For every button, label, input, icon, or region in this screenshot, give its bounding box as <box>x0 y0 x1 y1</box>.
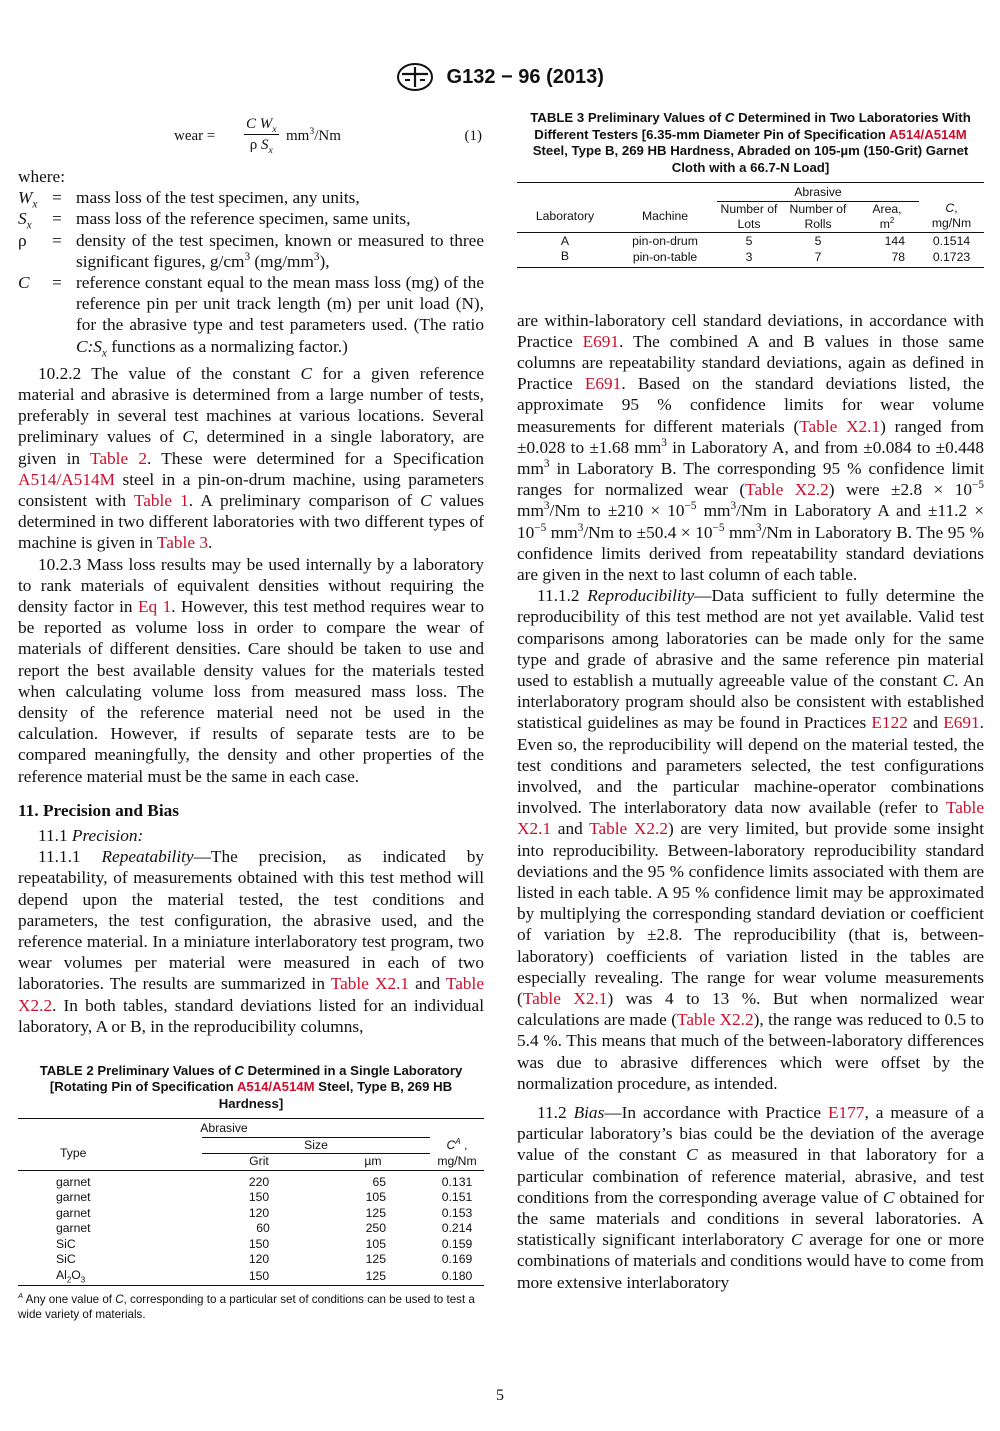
table-2-footnote: $^A$ Any one value of C, corresponding to a particular set of conditions can be used to test a wide variety of materials. <box>18 1291 475 1322</box>
page-number: 5 <box>496 1387 504 1404</box>
paragraph-11-1-2: 11.1.2 Reproducibility—Data sufficient to fully determine the reproducibility of this test method are not yet available. Valid test comparisons among laboratories can be made only for the same type and grade of abrasive and the same reference pin material used to establish a mutually agreeable value of the constant C. An interlaboratory program should also be consistent with established statistical guidelines as may be found in Practices E122 and E691. Even so, the reproducibility will depend on the material tested, the test conditions and parameters selected, the test configurations involved, and the particular machine-operator combinations involved. The interlaboratory data now available (refer to Table X2.1 and Table X2.2) are very limited, but provide some insight into reproducibility. Between-laboratory reproducibility standard deviations and the 95 % confidence limits associated with them are listed in each table. A 95 % confidence limit may be approximated by multiplying the corresponding standard deviation or coefficient of variation by ±2.8. The reproducibility (that is, between-laboratory) coefficients of variation listed in the tables are especially revealing. The range for wear volume measurements (Table X2.1) was 4 to 13 %. But when normalized wear calculations are made (Table X2.2), the range was reduced to 0.5 to 5.4 %. This means that much of the between-laboratory differences was due to abrasive differences which were offset by the normalization procedure, as intended. <box>517 586 984 1093</box>
col-abrasive: Abrasive <box>200 1121 248 1136</box>
link-table-2[interactable]: Table 2 <box>90 448 148 468</box>
paragraph-10-2-2: 10.2.2 The value of the constant C for a given reference material and abrasive is determined from a large number of tests, preferably in several test machines at various locations. Several preliminary values of C, determined in a single laboratory, are given in Table 2. These were determined for a Specification A514/A514M steel in a pin-on-drum machine, using parameters consistent with Table 1. A preliminary comparison of C values determined in two different laboratories with two different types of machine is given in Table 3. <box>18 363 484 553</box>
section-11-heading: 11. Precision and Bias <box>18 800 179 820</box>
document-code: G132 − 96 (2013) <box>446 65 604 88</box>
col-abrasive-t3: Abrasive <box>794 185 842 199</box>
link-eq-1[interactable]: Eq 1 <box>137 597 172 617</box>
col-rolls: Number of Rolls <box>781 201 855 232</box>
link-table-x2-1-c[interactable]: Table X2.1 <box>517 798 984 839</box>
col-um: µm <box>316 1154 430 1171</box>
col-size: Size <box>202 1137 430 1154</box>
link-e691-2[interactable]: E691 <box>584 374 622 394</box>
table-3-caption: TABLE 3 Preliminary Values of C Determined in Two Laboratories With Different Testers [6.35-mm Diameter Pin of Specification A514/A514M Steel, Type B, 269 HB Hardness, Abraded on 105-µm (150-Grit) Garnet Cloth with a 66.7-N Load] <box>530 110 971 175</box>
link-table-1[interactable]: Table 1 <box>133 491 189 511</box>
link-table-x2-2-b[interactable]: Table X2.2 <box>745 480 829 500</box>
link-table-x2-1[interactable]: Table X2.1 <box>330 974 410 994</box>
table-row: garnet 120 125 0.153 <box>56 1205 473 1220</box>
equation-fraction <box>244 114 279 155</box>
definitions-list <box>18 187 484 360</box>
col-laboratory: Laboratory <box>535 208 595 223</box>
table-row: A pin-on-drum 5 5 144 0.1514 <box>560 233 971 248</box>
col-type: Type <box>60 1145 87 1160</box>
paragraph-11-1-1: 11.1.1 Repeatability—The precision, as indicated by repeatability, of measurements obtained with this test method will depend upon the material tested, the test conditions and parameters, the test configuration, the abrasive used, and the reference material. In a miniature interlaboratory test program, two wear volumes per material were measured in each of two laboratories. The results are summarized in Table X2.1 and Table X2.2. In both tables, standard deviations listed for an individual laboratory, A or B, in the reproducibility columns, <box>18 847 485 1036</box>
left-column <box>18 112 484 1322</box>
table-row: garnet 60 250 0.214 <box>56 1221 473 1236</box>
link-table-3[interactable]: Table 3 <box>156 533 208 553</box>
col-c: $C^A$ , mg/Nm <box>437 1137 477 1168</box>
link-e691[interactable]: E691 <box>582 331 620 351</box>
link-table-x2-2-c[interactable]: Table X2.2 <box>589 819 668 839</box>
where-label: where: <box>18 167 66 186</box>
definition-wx: $W_x$ = mass loss of the test specimen, any units, <box>18 188 360 211</box>
link-table-x2-2-d[interactable]: Table X2.2 <box>677 1010 754 1030</box>
table-row: SiC 150 105 0.159 <box>56 1236 473 1251</box>
link-table-x2-1-d[interactable]: Table X2.1 <box>522 989 608 1008</box>
link-e691-3[interactable]: E691 <box>943 713 980 733</box>
table-2-caption: TABLE 2 Preliminary Values of C Determined in a Single Laboratory [Rotating Pin of Specification A514/A514M Steel, Type B, 269 HB Hardness] <box>39 1062 463 1111</box>
table-row: B pin-on-table 3 7 78 0.1723 <box>517 249 984 267</box>
equation-unit: $mm^3/Nm$ <box>286 126 341 144</box>
table-3-grid <box>517 182 984 268</box>
link-e177[interactable]: E177 <box>827 1103 865 1123</box>
col-machine: Machine <box>641 208 689 223</box>
equation-numerator: C $W_x$ <box>246 116 277 135</box>
definition-c: C = reference constant equal to the mean mass loss (mg) of the reference pin per unit track length (m) per unit load (N), for the abrasive type and test parameters used. (The ratio $C:S_x$ functions as a normalizing factor.) <box>18 273 484 360</box>
paragraph-11-2: 11.2 Bias—In accordance with Practice E177, a measure of a particular laboratory’s bias could be the deviation of the average value of the constant C as measured in that laboratory for a particular combination of reference material, abrasive, and test conditions from the corresponding average value of C obtained for the same materials and conditions in several laboratories. A statistically significant interlaboratory C average for one or more combinations of materials and conditions would have to come from more extensive interlaboratory <box>517 1103 984 1292</box>
link-table-x2-2[interactable]: Table X2.2 <box>18 974 484 1015</box>
link-e122[interactable]: E122 <box>871 713 908 733</box>
link-a514[interactable]: A514/A514M <box>18 469 115 489</box>
col-lots: Number of Lots <box>717 201 781 232</box>
col-c-t3: C, mg/Nm <box>931 201 972 231</box>
page-header <box>0 62 1000 92</box>
link-a514-table2[interactable]: A514/A514M <box>236 1079 315 1095</box>
astm-logo-icon <box>396 62 434 92</box>
table-row: $Al_2O_3$ 150 125 0.180 <box>18 1268 484 1286</box>
right-column <box>517 110 984 1293</box>
link-table-x2-1-b[interactable]: Table X2.1 <box>799 416 881 436</box>
table-row: garnet 150 105 0.151 <box>56 1190 473 1205</box>
col-area: Area, $m^2$ <box>855 201 919 232</box>
table-2 <box>18 1063 484 1323</box>
table-row: garnet 220 65 0.131 <box>56 1174 473 1189</box>
paragraph-11-1-1-continued: are within-laboratory cell standard deviations, in accordance with Practice E691. The combined A and B values in those same columns are repeatability standard deviations, again as defined in Practice E691. Based on the standard deviations listed, the approximate 95 % confidence limits for wear volume measurements for different materials (Table X2.1) ranged from ±0.028 to ±1.68 $mm^3$ in Laboratory A, and from ±0.084 to ±0.448 $mm^3$ in Laboratory B. The corresponding 95 % confidence limit ranges for normalized wear (Table X2.2) were $\pm 2.8 \times 10^{-5}$ $mm^3/Nm$ to $\pm 210 \times 10^{-5}$ $mm^3/Nm$ in Laboratory A and $\pm 11.2 \times 10^{-5}$ $mm^3/Nm$ to $\pm 50.4 \times 10^{-5}$ $mm^3/Nm$ in Laboratory B. The 95 % confidence limits derived from repeatability standard deviations are given in the next to last column of each table. <box>517 310 985 584</box>
definition-rho: ρ = density of the test specimen, known or measured to three significant figures, $g/cm^3$ $(mg/mm^3)$, <box>18 230 484 271</box>
table-3 <box>517 110 984 268</box>
col-grit: Grit <box>202 1154 316 1171</box>
equation-number: (1) <box>464 128 482 144</box>
equation-denominator: ρ $S_x$ <box>249 137 273 156</box>
table-row: SiC 120 125 0.169 <box>56 1252 473 1267</box>
table-2-grid <box>18 1118 484 1286</box>
paragraph-10-2-3: 10.2.3 Mass loss results may be used internally by a laboratory to rank materials of equivalent densities without requiring the density factor in Eq 1. However, this test method requires wear to be reported as volume loss in order to compare the wear of materials of different densities. Care should be taken to use and report the best available density values for the materials tested when calculating volume loss from measured mass loss. The density of the reference material need not be used in the calculation. However, if results of separate tests are to be compared meaningfully, the density and other properties of the reference material must be the same in each case. <box>18 554 484 786</box>
equation-lhs: wear = <box>174 128 216 144</box>
link-a514-table3[interactable]: A514/A514M <box>889 126 967 142</box>
equation-1 <box>18 118 484 162</box>
paragraph-11-1: 11.1 Precision: <box>38 825 144 845</box>
definition-sx: $S_x$ = mass loss of the reference specimen, same units, <box>18 209 411 232</box>
